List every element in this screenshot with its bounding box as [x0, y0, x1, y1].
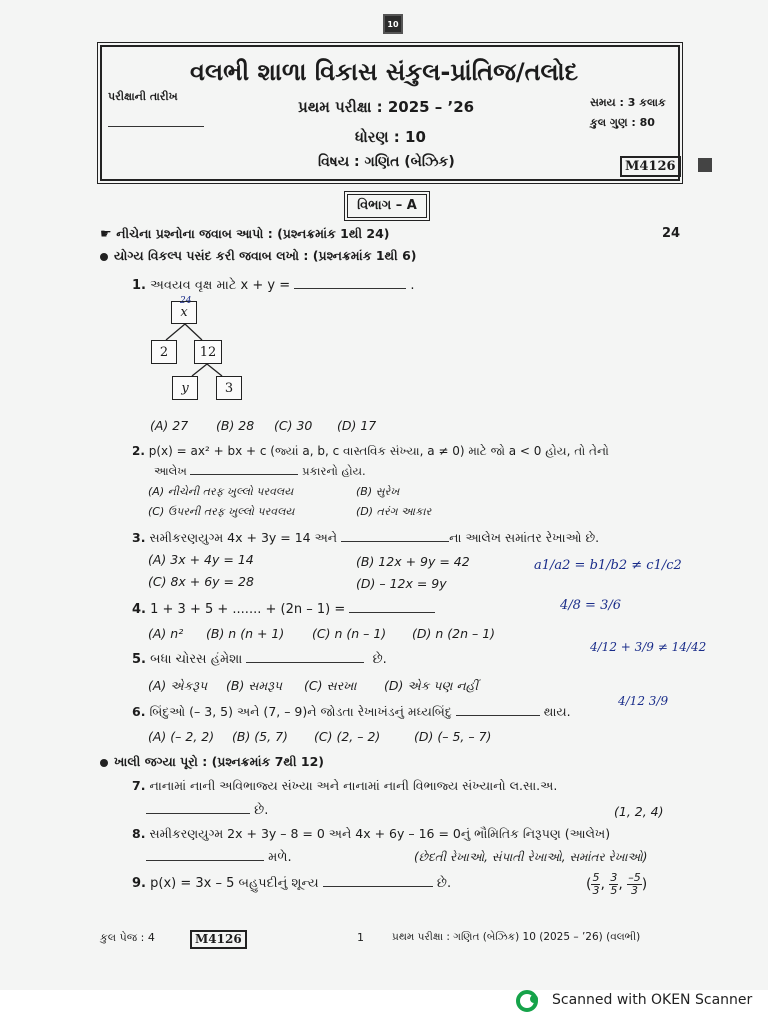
page-number-badge: 10	[383, 14, 403, 34]
q2-option-c: (C) ઉપરની તરફ ખુલ્લો પરવલય	[148, 505, 295, 518]
scanner-logo-icon	[516, 990, 538, 1012]
q7-choices: (1, 2, 4)	[614, 804, 664, 819]
bullet-icon	[100, 759, 108, 767]
q5-option-a: (A) એકરૂપ	[148, 678, 208, 693]
q8: 8. સમીકરણયુગ્મ 2x + 3y – 8 = 0 અને 4x + 6y – 16 = 0નું ભૌમિતિક નિરૂપણ (આલેખ)	[132, 826, 611, 841]
q5-option-d: (D) એક પણ નહીં	[384, 678, 479, 693]
q3: 3. સમીકરણયુગ્મ 4x + 3y = 14 અને ના આલેખ સમાંતર રેખાઓ છે.	[132, 530, 600, 545]
handwritten-root-value: 24	[180, 296, 192, 306]
q4-option-c: (C) n (n – 1)	[312, 626, 387, 641]
paper-code: M4126	[620, 156, 681, 177]
fill-blank-instruction: ખાલી જગ્યા પૂરો : (પ્રશ્નક્રમાંક 7થી 12)	[100, 754, 324, 770]
exam-date-blank	[108, 126, 204, 127]
q4-option-b: (B) n (n + 1)	[206, 626, 285, 641]
exam-date-label: પરીક્ષાની તારીખ	[108, 90, 178, 103]
exam-time: સમય : 3 કલાક	[590, 96, 666, 109]
q3-option-b: (B) 12x + 9y = 42	[356, 554, 470, 569]
handwritten-ratio-check: 4/8 = 3/6	[560, 598, 622, 613]
q8-choices: (છેદતી રેખાઓ, સંપાતી રેખાઓ, સમાંતર રેખાઓ)	[414, 850, 648, 864]
q3-option-c: (C) 8x + 6y = 28	[148, 574, 254, 589]
q7: 7. નાનામાં નાની અવિભાજ્ય સંખ્યા અને નાનામાં નાની વિભાજ્ય સંખ્યાનો લ.સા.અ.	[132, 778, 558, 793]
q2: 2. p(x) = ax² + bx + c (જ્યાં a, b, c વાસ્તવિક સંખ્યા, a ≠ 0) માટે જો a < 0 હોય, તો તેનો	[132, 444, 609, 458]
q5-option-c: (C) સરખા	[304, 678, 357, 693]
q5: 5. બધા ચોરસ હંમેશા છે.	[132, 652, 387, 667]
q6-option-a: (A) (– 2, 2)	[148, 729, 215, 744]
mcq-instruction: યોગ્ય વિકલ્પ પસંદ કરી જવાબ લખો : (પ્રશ્નક્રમાંક 1થી 6)	[100, 248, 417, 264]
footer-paper-code: M4126	[190, 930, 247, 949]
tree-node-12: 12	[194, 340, 222, 364]
q6-option-c: (C) (2, – 2)	[314, 729, 381, 744]
q9-choices: ( $\frac{5}{3}$ , $\frac{3}{5}$ , $\frac{-5}{3}$ )	[586, 871, 648, 897]
q1-option-c: (C) 30	[274, 418, 313, 433]
total-marks: કુલ ગુણ : 80	[590, 116, 655, 129]
handwritten-ratio-extra: 4/12 3/9	[618, 694, 669, 708]
q9: 9. p(x) = 3x – 5 બહુપદીનું શૂન્ય છે.	[132, 876, 452, 891]
q2-line2: આલેખ પ્રકારનો હોય.	[154, 464, 366, 478]
q2-option-b: (B) સુરેખ	[356, 485, 400, 498]
q6-option-d: (D) (– 5, – 7)	[414, 729, 492, 744]
q1: 1. અવયવ વૃક્ષ માટે x + y = .	[132, 278, 415, 293]
q4-option-a: (A) n²	[148, 626, 184, 641]
bullet-icon	[100, 253, 108, 261]
footer-page-number: 1	[357, 931, 364, 944]
q3-option-d: (D) – 12x = 9y	[356, 576, 447, 591]
handwritten-ratio-compare: 4/12 + 3/9 ≠ 14/42	[590, 640, 707, 654]
tree-node-3: 3	[216, 376, 242, 400]
q2-option-d: (D) તરંગ આકાર	[356, 505, 432, 518]
handwritten-ratio-rule: a1/a2 = b1/b2 ≠ c1/c2	[534, 558, 682, 573]
q8-line2: મળે.	[146, 850, 292, 865]
tree-node-2: 2	[151, 340, 177, 364]
q1-option-d: (D) 17	[337, 418, 377, 433]
standard-label: ધોરણ : 10	[355, 128, 426, 146]
q7-line2: છે.	[146, 803, 268, 818]
tree-node-y: y	[172, 376, 198, 400]
subject-label: વિષય : ગણિત (બેઝિક)	[318, 154, 455, 170]
section-instruction-line: ☛ નીચેના પ્રશ્નોના જવાબ આપો : (પ્રશ્નક્રમાંક 1થી 24)	[100, 226, 390, 242]
section-title: વિભાગ – A	[347, 194, 427, 218]
q9-choice-2: $\frac{3}{5}$	[610, 871, 618, 897]
scanner-watermark: Scanned with OKEN Scanner	[552, 992, 753, 1008]
q5-option-b: (B) સમરૂપ	[226, 678, 283, 693]
exam-name: પ્રથમ પરીક્ષા : 2025 – ’26	[298, 98, 475, 116]
q6: 6. બિંદુઓ (– 3, 5) અને (7, – 9)ને જોડતા રેખાખંડનું મધ્યબિંદુ થાય.	[132, 704, 571, 719]
side-mark	[698, 158, 712, 172]
q9-choice-3: $\frac{-5}{3}$	[628, 871, 641, 897]
q3-option-a: (A) 3x + 4y = 14	[148, 552, 254, 567]
tree-node-root: x	[171, 301, 197, 324]
footer-exam-info: પ્રથમ પરીક્ષા : ગણિત (બેઝિક) 10 (2025 – ’26) (વલભી)	[392, 931, 641, 943]
school-title: વલભી શાળા વિકાસ સંકુલ-પ્રાંતિજ/તલોદ	[190, 58, 579, 86]
q1-option-a: (A) 27	[150, 418, 189, 433]
q4-option-d: (D) n (2n – 1)	[412, 626, 496, 641]
section-marks: 24	[662, 226, 681, 241]
q9-choice-1: $\frac{5}{3}$	[592, 871, 600, 897]
q4: 4. 1 + 3 + 5 + ....... + (2n – 1) =	[132, 602, 435, 617]
footer-total-pages: કુલ પેજ : 4	[100, 931, 155, 944]
pointing-hand-icon: ☛	[100, 227, 117, 242]
q1-option-b: (B) 28	[216, 418, 255, 433]
q2-option-a: (A) નીચેની તરફ ખુલ્લો પરવલય	[148, 485, 294, 498]
q6-option-b: (B) (5, 7)	[232, 729, 288, 744]
